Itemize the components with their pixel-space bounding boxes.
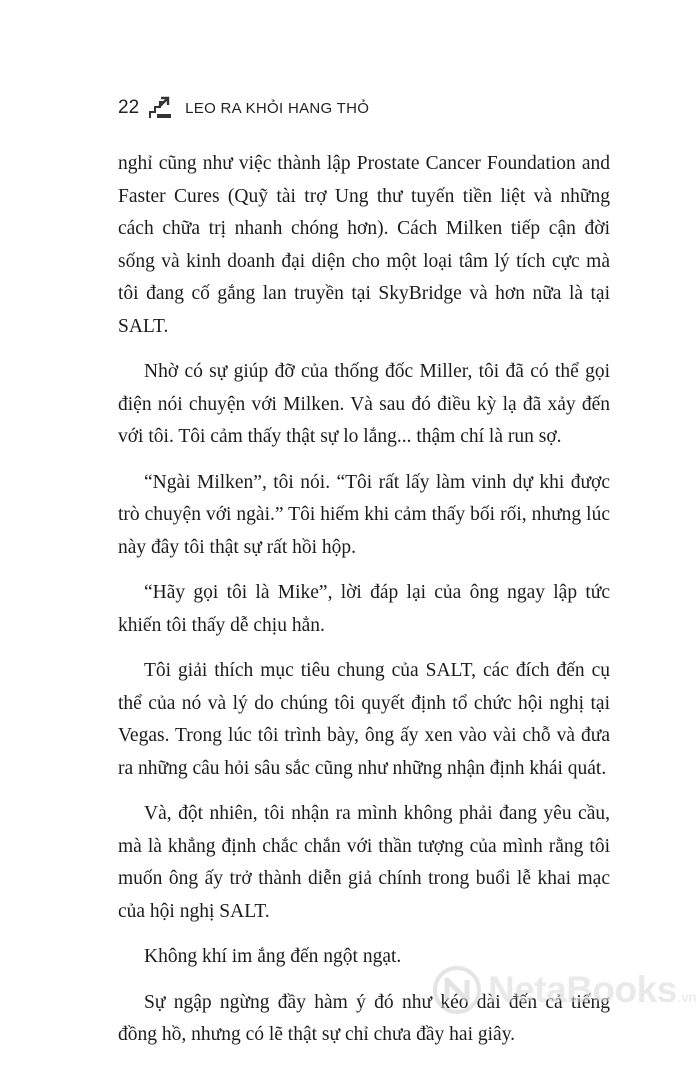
climbing-arrow-icon (147, 95, 173, 121)
paragraph: “Hãy gọi tôi là Mike”, lời đáp lại của ông ngay lập tức khiến tôi thấy dễ chịu hẳn. (118, 582, 610, 636)
watermark (432, 962, 696, 1018)
paragraph: Và, đột nhiên, tôi nhận ra mình không phải đang yêu cầu, mà là khẳng định chắc chắn với thần tượng của mình rằng tôi muốn ông ấy trở thành diễn giả chính trong buổi lễ khai mạc của hội nghị SALT. (118, 803, 610, 922)
body-text (118, 148, 610, 1065)
paragraph: “Ngài Milken”, tôi nói. “Tôi rất lấy làm vinh dự khi được trò chuyện với ngài.” Tôi hiếm khi cảm thấy bối rối, nhưng lúc này đây tôi thật sự rất hồi hộp. (118, 471, 610, 558)
paragraph: Sự ngập ngừng đầy hàm ý đó như kéo dài đến cả tiếng đồng hồ, nhưng có lẽ thật sự chỉ chưa đầy hai giây. (118, 991, 610, 1045)
netabooks-logo-icon (432, 965, 482, 1015)
paragraph: Nhờ có sự giúp đỡ của thống đốc Miller, tôi đã có thể gọi điện nói chuyện với Milken. Và sau đó điều kỳ lạ đã xảy đến với tôi. Tôi cảm thấy thật sự lo lắng... thậm chí là run sợ. (118, 361, 610, 447)
paragraph: Tôi giải thích mục tiêu chung của SALT, các đích đến cụ thể của nó và lý do chúng tôi quyết định tổ chức hội nghị tại Vegas. Trong lúc tôi trình bày, ông ấy xen vào vài chỗ và đưa ra những câu hỏi sâu sắc cũng như những nhận định khái quát. (118, 660, 610, 779)
watermark-suffix: .vn (677, 989, 697, 1005)
running-title: LEO RA KHỎI HANG THỎ (185, 99, 370, 117)
paragraph: nghỉ cũng như việc thành lập Prostate Cancer Foundation and Faster Cures (Quỹ tài trợ Ung thư tuyến tiền liệt và những cách chữa trị nhanh chóng hơn). Cách Milken tiếp cận đời sống và kinh doanh đại diện cho một loại tâm lý tích cực mà tôi đang cố gắng lan truyền tại SkyBridge và hơn nữa là tại SALT. (118, 153, 610, 337)
page-number: 22 (118, 97, 140, 118)
watermark-brand: NetaBooks (488, 969, 677, 1010)
paragraph: Không khí im ắng đến ngột ngạt. (144, 946, 402, 967)
running-header (118, 93, 369, 123)
